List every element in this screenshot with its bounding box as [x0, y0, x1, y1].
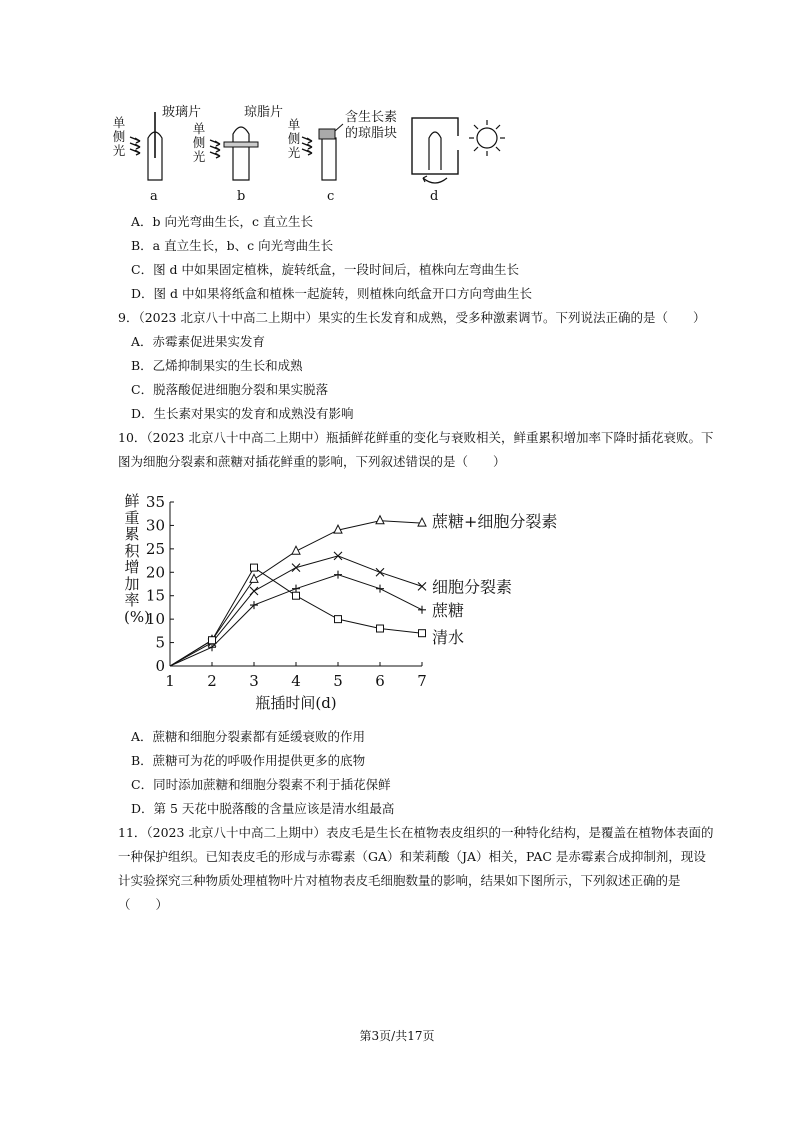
box-d — [412, 118, 460, 183]
page-footer: 第3页/共17页 — [359, 1029, 435, 1043]
triangle-marker — [418, 518, 426, 526]
chart-plot — [140, 488, 580, 718]
y-tick-label: 30 — [145, 516, 165, 535]
seedling-a — [148, 112, 162, 180]
q8-option-d: D．图 d 中如果将纸盒和植株一起旋转，则植株向纸盒开口方向弯曲生长 — [131, 286, 532, 301]
x-marker — [250, 587, 258, 595]
plus-marker — [334, 571, 342, 579]
x-tick-label: 4 — [291, 672, 301, 690]
sun-icon — [469, 120, 505, 156]
y-tick-label: 35 — [145, 493, 165, 511]
square-marker — [419, 630, 426, 637]
sub-label-d: d — [430, 189, 439, 204]
x-axis-label: 瓶插时间(d) — [255, 694, 337, 712]
x-tick-label: 7 — [417, 672, 427, 690]
light-arrows-b — [210, 140, 220, 158]
y-tick-label: 20 — [145, 563, 165, 582]
x-tick-label: 6 — [375, 672, 385, 690]
glass-slip-label: 玻璃片 — [162, 105, 202, 120]
q9-option-b: B．乙烯抑制果实的生长和成熟 — [131, 358, 303, 373]
q10-option-a: A．蔗糖和细胞分裂素都有延缓衰败的作用 — [131, 729, 366, 744]
x-marker — [418, 582, 426, 590]
seedling-b — [224, 127, 258, 180]
q8-option-b: B．a 直立生长，b、c 向光弯曲生长 — [131, 238, 334, 253]
light-label-b: 单侧光 — [192, 121, 206, 164]
sub-label-a: a — [150, 189, 158, 204]
series-label: 蔗糖+细胞分裂素 — [432, 512, 558, 532]
light-label-a: 单侧光 — [112, 115, 126, 158]
auxin-agar-block — [319, 129, 335, 139]
chart-ylabel-text: 鲜重累积增加率(%) — [124, 492, 150, 626]
sub-label-c: c — [327, 189, 335, 204]
q11-line1: 11．（2023 北京八十中高二上期中）表皮毛是生长在植物表皮组织的一种特化结构，是覆盖在植物体表面的 — [118, 825, 714, 840]
square-marker — [293, 592, 300, 599]
y-tick-label: 25 — [145, 539, 165, 558]
q9-option-c: C．脱落酸促进细胞分裂和果实脱落 — [131, 382, 329, 397]
square-marker — [377, 625, 384, 632]
agar-slip — [224, 142, 258, 147]
triangle-marker — [250, 574, 258, 582]
series-label: 蔗糖 — [432, 600, 465, 620]
q9-option-d: D．生长素对果实的发育和成熟没有影响 — [131, 406, 354, 421]
agar-slip-label: 琼脂片 — [244, 105, 284, 120]
series-line — [170, 568, 422, 666]
y-tick-label: 10 — [145, 610, 165, 629]
square-marker — [251, 564, 258, 571]
auxin-label-line2: 的琼脂块 — [345, 126, 398, 141]
light-arrows-c — [302, 137, 312, 155]
q8-option-c: C．图 d 中如果固定植株，旋转纸盒，一段时间后，植株向左弯曲生长 — [131, 262, 520, 277]
light-arrows-a — [130, 137, 140, 155]
q11-line3: 计实验探究三种物质处理植物叶片对植物表皮毛细胞数量的影响，结果如下图所示，下列叙述正确的是 — [118, 873, 681, 888]
q11-line4: （ ） — [118, 897, 169, 912]
y-tick-label: 0 — [155, 657, 165, 675]
triangle-marker — [376, 516, 384, 524]
x-tick-label: 5 — [333, 672, 343, 690]
plus-marker — [418, 606, 426, 614]
light-label-c: 单侧光 — [287, 117, 301, 160]
series-label: 细胞分裂素 — [432, 577, 513, 597]
q8-option-a: A．b 向光弯曲生长，c 直立生长 — [131, 214, 313, 229]
box-opening — [456, 136, 460, 150]
x-tick-label: 1 — [165, 672, 175, 690]
q11-line2: 一种保护组织。已知表皮毛的形成与赤霉素（GA）和茉莉酸（JA）相关，PAC 是赤霉素合成抑制剂，现设 — [118, 849, 706, 864]
series-label: 清水 — [432, 628, 465, 648]
square-marker — [209, 637, 216, 644]
q9-stem: 9．（2023 北京八十中高二上期中）果实的生长发育和成熟，受多种激素调节。下列说法正确的是（ ） — [118, 310, 706, 325]
q10-stem-line1: 10．（2023 北京八十中高二上期中）瓶插鲜花鲜重的变化与衰败相关，鲜重累积增加率下降时插花衰败。下 — [118, 430, 714, 445]
sub-label-b: b — [237, 189, 246, 204]
plus-marker — [376, 585, 384, 593]
y-tick-label: 15 — [145, 586, 165, 605]
y-tick-label: 5 — [155, 633, 165, 652]
x-marker — [376, 568, 384, 576]
x-tick-label: 3 — [249, 672, 259, 690]
auxin-label-line1: 含生长素 — [345, 110, 398, 125]
q10-stem-line2: 图为细胞分裂素和蔗糖对插花鲜重的影响，下列叙述错误的是（ ） — [118, 454, 506, 469]
q9-option-a: A．赤霉素促进果实发育 — [131, 334, 266, 349]
square-marker — [335, 616, 342, 623]
x-tick-label: 2 — [207, 672, 217, 690]
q10-option-c: C．同时添加蔗糖和细胞分裂素不利于插花保鲜 — [131, 777, 391, 792]
plus-marker — [292, 585, 300, 593]
seedling-c — [319, 124, 343, 180]
q10-option-b: B．蔗糖可为花的呼吸作用提供更多的底物 — [131, 753, 366, 768]
q10-option-d: D．第 5 天花中脱落酸的含量应该是清水组最高 — [131, 801, 395, 816]
x-marker — [334, 552, 342, 560]
x-marker — [292, 564, 300, 572]
rotation-arrow — [423, 178, 447, 183]
